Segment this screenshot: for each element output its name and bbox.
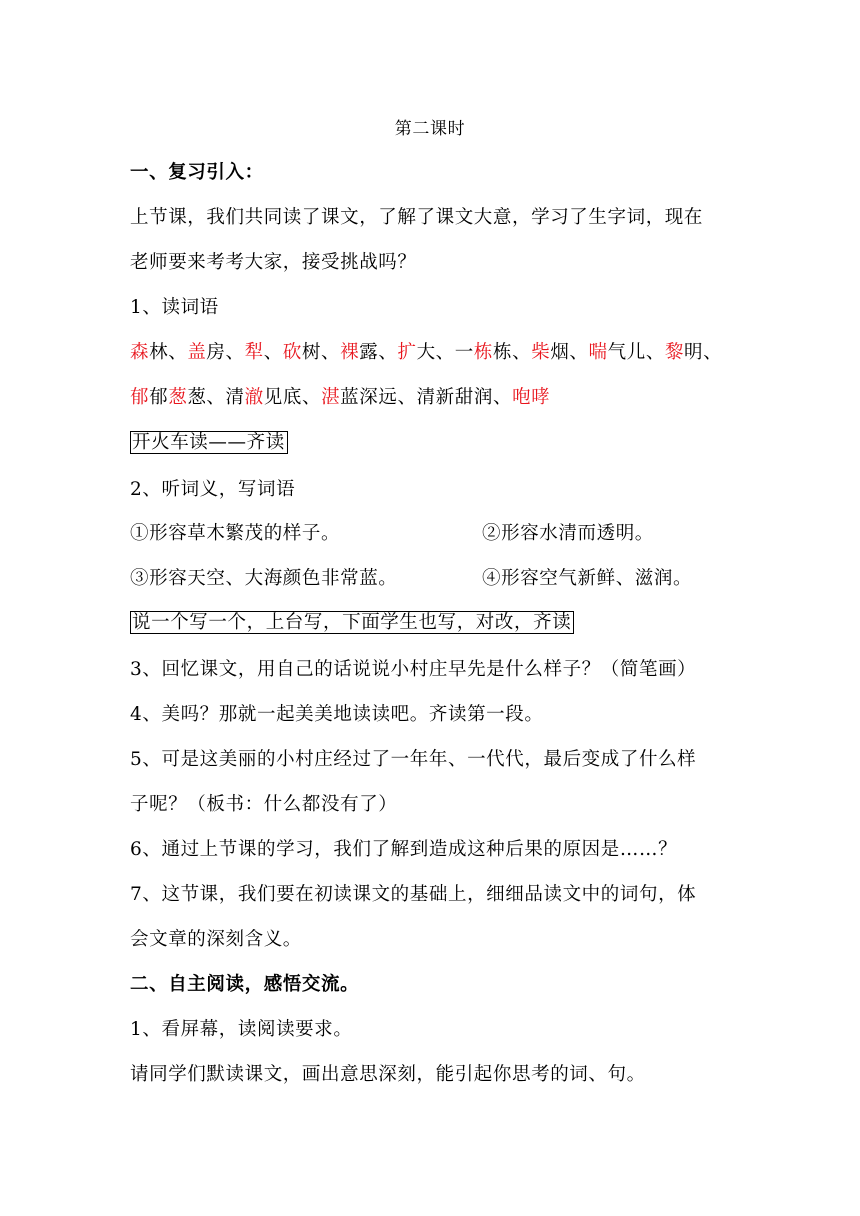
- vocab-word: 澈见底、: [244, 387, 322, 408]
- intro-text-line1: 上节课，我们共同读了课文，了解了课文大意，学习了生字词，现在: [130, 207, 704, 228]
- vocab-line1: [130, 340, 722, 366]
- vocab-word: 柴烟、: [531, 342, 589, 363]
- item-screen-requirements: 1、看屏幕，读阅读要求。: [130, 1019, 353, 1040]
- boxed-note-write-along: [130, 610, 574, 636]
- item-cause: 6、通过上节课的学习，我们了解到造成这种后果的原因是……？: [130, 839, 678, 860]
- vocab-word: 栋栋、: [473, 342, 532, 363]
- reading-requirement: 请同学们默读课文，画出意思深刻，能引起你思考的词、句。: [130, 1064, 646, 1085]
- vocab-line2: [130, 385, 550, 411]
- vocab-word: 犁、: [244, 342, 283, 363]
- item-village-change-line2: 子呢？（板书：什么都没有了）: [130, 794, 398, 815]
- vocab-word: 盖房、: [187, 342, 245, 363]
- vocab-word: 葱葱、清: [168, 387, 245, 408]
- definition-2: ②形容水清而透明。: [482, 523, 654, 544]
- boxed-note-train-reading: [130, 430, 288, 456]
- boxed-note: 说一个写一个，上台写，下面学生也写，对改，齐读: [130, 611, 574, 634]
- item-recall-text: 3、回忆课文，用自己的话说说小村庄早先是什么样子？（简笔画）: [130, 659, 697, 680]
- vocab-word: 咆哮: [512, 387, 551, 408]
- item-lesson-goal-line1: 7、这节课，我们要在初读课文的基础上，细细品读文中的词句，体: [130, 884, 697, 905]
- vocab-word: 喘气儿、: [588, 342, 665, 363]
- definitions-row1: [130, 521, 730, 547]
- definition-1: ①形容草木繁茂的样子。: [130, 523, 341, 544]
- item-listen-write: 2、听词义，写词语: [130, 479, 296, 500]
- definition-3: ③形容天空、大海颜色非常蓝。: [130, 568, 398, 589]
- item-read-first-paragraph: 4、美吗？那就一起美美地读读吧。齐读第一段。: [130, 704, 544, 725]
- vocab-word: 湛蓝深远、清新甜润、: [321, 387, 513, 408]
- vocab-word: 裸露、: [340, 342, 398, 363]
- item-village-change-line1: 5、可是这美丽的小村庄经过了一年年、一代代，最后变成了什么样: [130, 749, 697, 770]
- page-title: 第二课时: [394, 119, 466, 139]
- vocab-word: 扩大、一: [397, 342, 474, 363]
- item-read-words: 1、读词语: [130, 297, 219, 318]
- vocab-word: 森林、: [130, 342, 188, 363]
- definition-4: ④形容空气新鲜、滋润。: [482, 568, 693, 589]
- vocab-word: 砍树、: [282, 342, 341, 363]
- vocab-word: 郁郁: [130, 387, 169, 408]
- boxed-note: 开火车读——齐读: [130, 431, 288, 454]
- section-heading-review: 一、复习引入：: [130, 162, 264, 183]
- item-lesson-goal-line2: 会文章的深刻含义。: [130, 929, 302, 950]
- definitions-row2: [130, 566, 730, 592]
- vocab-word: 黎明、: [664, 342, 723, 363]
- intro-text-line2: 老师要来考考大家，接受挑战吗？: [130, 252, 417, 273]
- section-heading-reading: 二、自主阅读，感悟交流。: [130, 974, 360, 995]
